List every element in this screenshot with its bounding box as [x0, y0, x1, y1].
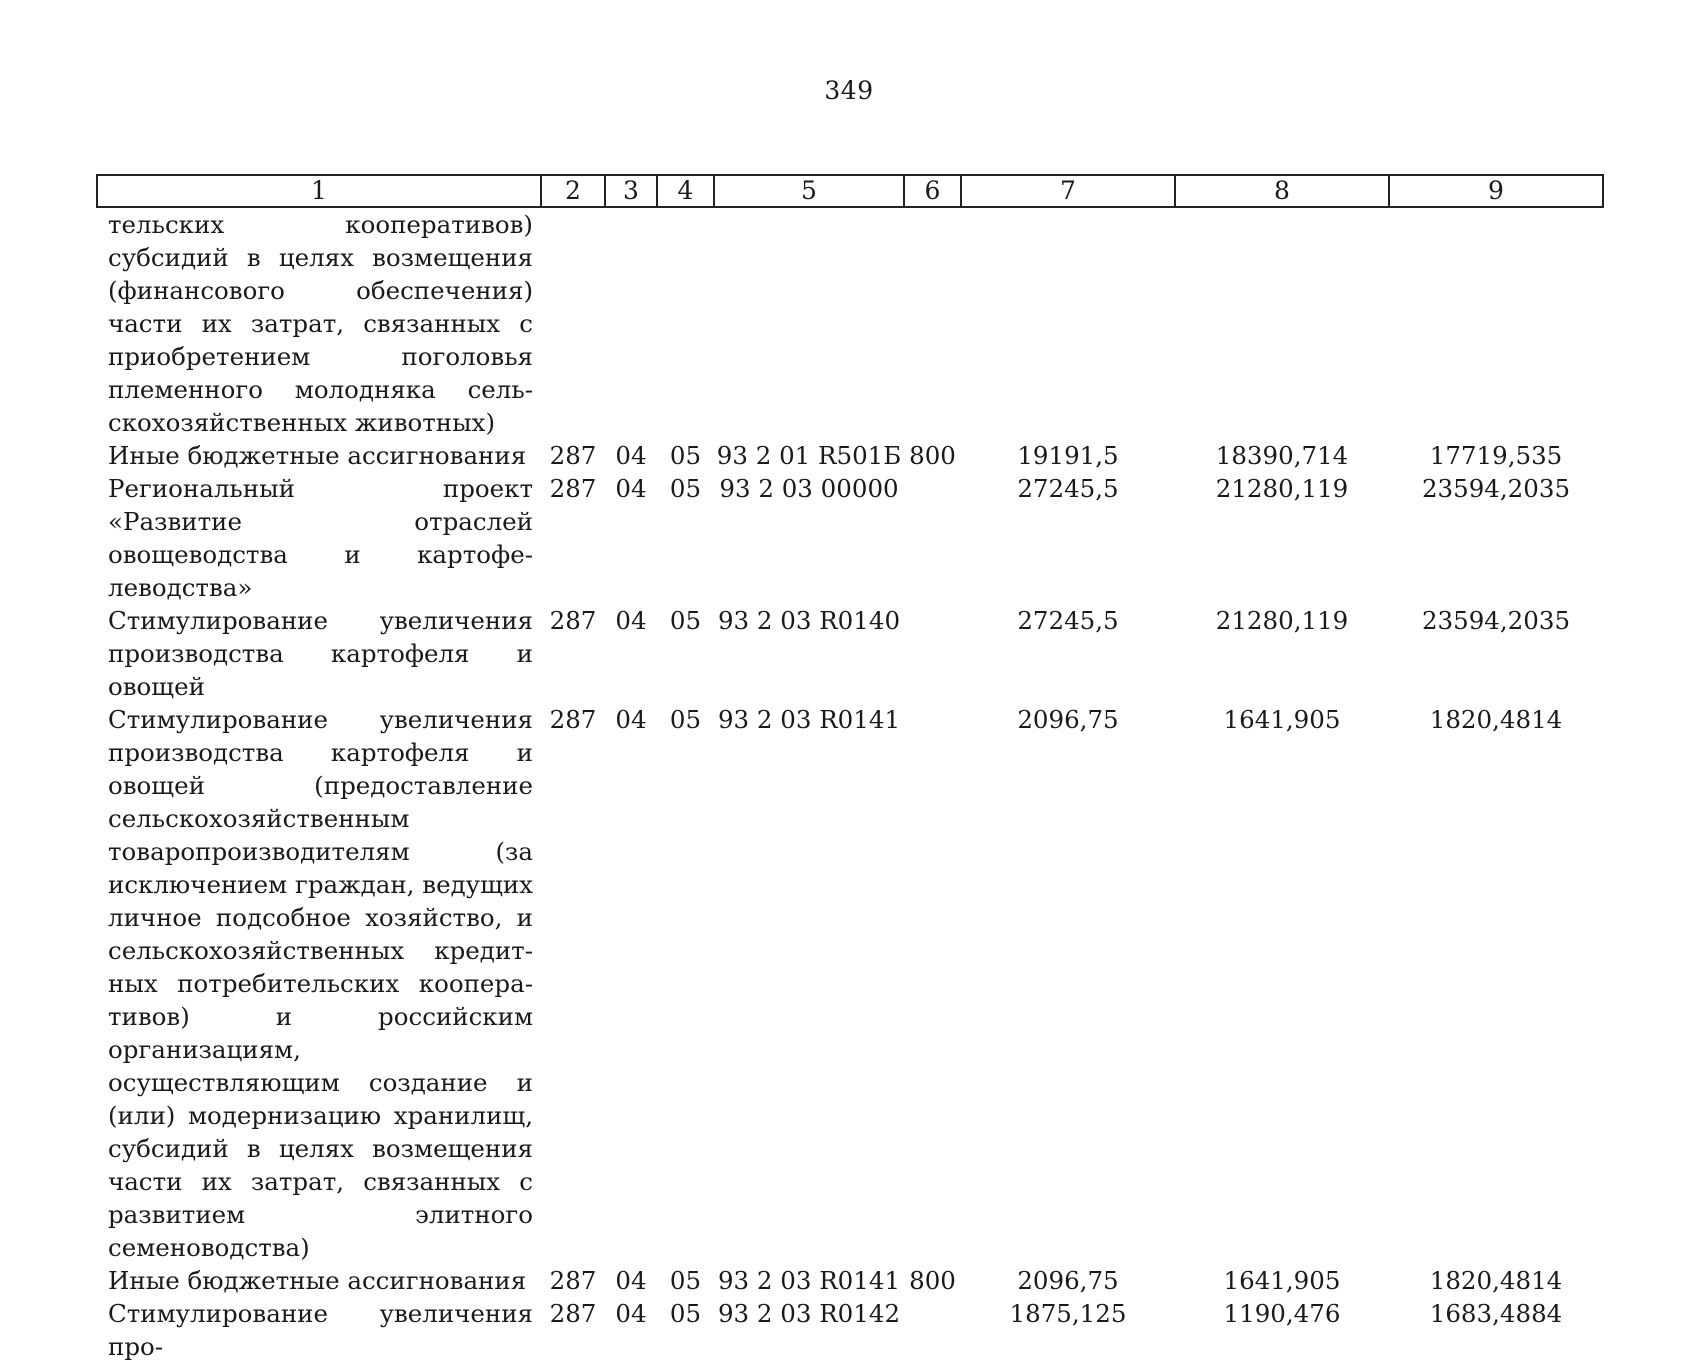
col-5-cell: 93 2 03 R0141 — [717, 1266, 901, 1295]
row-description: Иные бюджетные ассигнования — [108, 441, 527, 470]
col-8-cell: 1641,905 — [1223, 1266, 1341, 1295]
col-3-cell: 04 — [615, 1266, 647, 1295]
col-9-cell: 1820,4814 — [1429, 705, 1563, 734]
header-col-8: 8 — [1175, 175, 1389, 207]
col-8-cell: 18390,714 — [1215, 441, 1349, 470]
col-2-cell: 287 — [549, 1299, 597, 1328]
row-description: Региональный проект «Развитие отраслей овощеводства и картофелеводства» — [108, 474, 533, 602]
col-2-cell: 287 — [549, 474, 597, 503]
col-9-cell: 1683,4884 — [1429, 1299, 1563, 1328]
col-8-cell: 1641,905 — [1223, 705, 1341, 734]
col-4-cell: 05 — [669, 705, 702, 734]
col-9-cell — [1389, 207, 1603, 439]
col-3-cell — [605, 207, 657, 439]
col-7-cell — [961, 207, 1175, 439]
header-col-9: 9 — [1389, 175, 1603, 207]
col-7-cell: 2096,75 — [1017, 705, 1119, 734]
col-3-cell: 04 — [615, 705, 647, 734]
col-3-cell: 04 — [615, 606, 647, 635]
col-3-cell: 04 — [615, 441, 647, 470]
col-4-cell: 05 — [669, 1299, 702, 1328]
header-col-2: 2 — [541, 175, 605, 207]
col-6-cell — [904, 1297, 961, 1363]
col-9-cell: 1820,4814 — [1429, 1266, 1563, 1295]
header-col-5: 5 — [714, 175, 904, 207]
row-description: Стимулирование увеличения производства картофеля и овощей — [108, 606, 533, 701]
col-8-cell: 21280,119 — [1215, 606, 1349, 635]
col-5-cell: 93 2 01 R501Б — [716, 441, 902, 470]
col-4-cell — [657, 207, 714, 439]
col-5-cell: 93 2 03 00000 — [719, 474, 899, 503]
table-row — [97, 1264, 1603, 1297]
col-6-cell: 800 — [909, 441, 956, 470]
col-2-cell: 287 — [549, 606, 597, 635]
col-9-cell: 23594,2035 — [1421, 606, 1571, 635]
col-5-cell: 93 2 03 R0141 — [717, 705, 901, 734]
table-row — [97, 207, 1603, 439]
table-row — [97, 472, 1603, 604]
col-2-cell: 287 — [549, 705, 597, 734]
col-6-cell — [904, 703, 961, 1264]
table-header-row — [97, 175, 1603, 207]
col-6-cell — [904, 472, 961, 604]
col-6-cell — [904, 207, 961, 439]
header-col-7: 7 — [961, 175, 1175, 207]
col-3-cell: 04 — [615, 1299, 647, 1328]
col-5-cell: 93 2 03 R0140 — [717, 606, 901, 635]
col-9-cell: 17719,535 — [1429, 441, 1563, 470]
col-7-cell: 27245,5 — [1017, 606, 1119, 635]
col-5-cell: 93 2 03 R0142 — [717, 1299, 901, 1328]
col-4-cell: 05 — [669, 441, 702, 470]
col-6-cell: 800 — [909, 1266, 956, 1295]
col-8-cell: 21280,119 — [1215, 474, 1349, 503]
col-7-cell: 19191,5 — [1017, 441, 1119, 470]
col-7-cell: 2096,75 — [1017, 1266, 1119, 1295]
row-description: Стимулирование увеличения про- — [108, 1299, 533, 1361]
table-row — [97, 439, 1603, 472]
row-description: тельских кооперативов) субсидий в целях возмещения (финансового обеспечения) части их затрат, связанных с приобретением поголовья племенного молодняка сельскохозяйственных животных) — [108, 210, 533, 437]
col-2-cell: 287 — [549, 1266, 597, 1295]
header-col-6: 6 — [904, 175, 961, 207]
row-description: Иные бюджетные ассигнования — [108, 1266, 527, 1295]
col-6-cell — [904, 604, 961, 703]
col-9-cell: 23594,2035 — [1421, 474, 1571, 503]
col-3-cell: 04 — [615, 474, 647, 503]
col-8-cell: 1190,476 — [1223, 1299, 1341, 1328]
header-col-3: 3 — [605, 175, 657, 207]
header-col-1: 1 — [97, 175, 541, 207]
header-col-4: 4 — [657, 175, 714, 207]
col-2-cell — [541, 207, 605, 439]
row-description: Стимулирование увеличения производства картофеля и овощей (предоставление сельскохозяйственным товаропроизводителям (за исключением граждан, ведущих личное подсобное хозяйство, и сельскохозяйственных кредитных потребительских кооперативов) и российским организациям, осуществляющим создание и (или) модернизацию хранилищ, субсидий в целях возмещения части их затрат, связанных с развитием элитного семеноводства) — [108, 705, 533, 1262]
col-7-cell: 27245,5 — [1017, 474, 1119, 503]
col-7-cell: 1875,125 — [1009, 1299, 1127, 1328]
col-2-cell: 287 — [549, 441, 597, 470]
col-4-cell: 05 — [669, 1266, 702, 1295]
table-row — [97, 604, 1603, 703]
col-5-cell — [714, 207, 904, 439]
table-row — [97, 703, 1603, 1264]
table-row — [97, 1297, 1603, 1363]
col-8-cell — [1175, 207, 1389, 439]
page-number: 349 — [824, 76, 874, 105]
col-4-cell: 05 — [669, 474, 702, 503]
col-4-cell: 05 — [669, 606, 702, 635]
budget-table — [96, 174, 1604, 1363]
